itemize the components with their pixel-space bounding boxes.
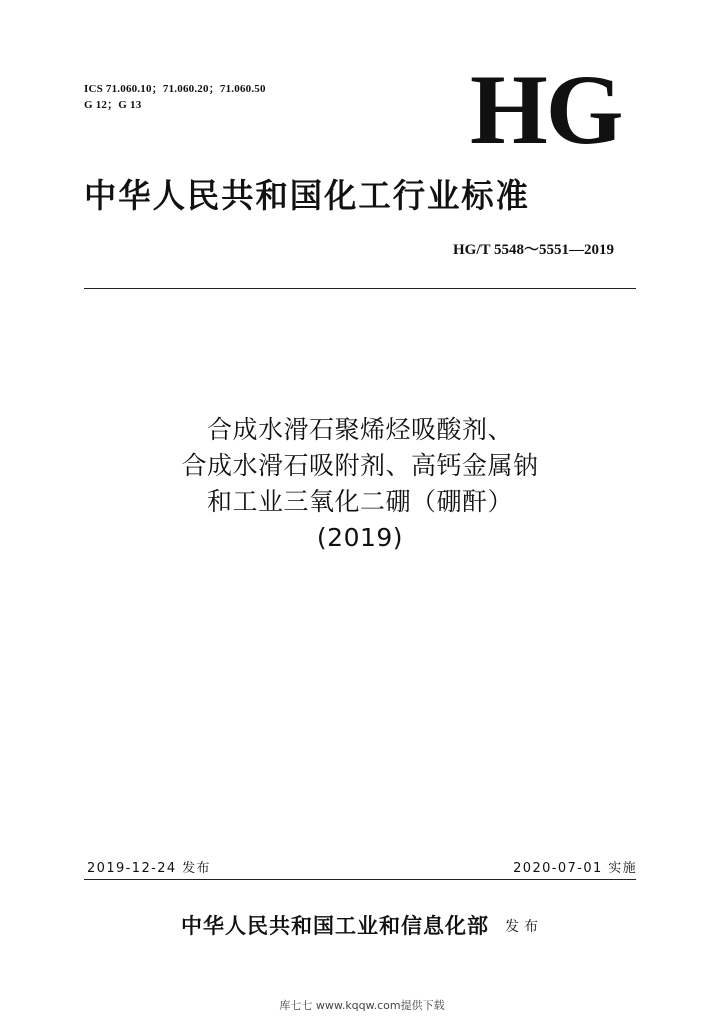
download-source-footer: 库七七 www.kqqw.com提供下载 xyxy=(279,999,445,1012)
document-title xyxy=(84,412,636,556)
hg-logo: HG xyxy=(470,54,622,165)
title-line-4: (2019) xyxy=(316,523,404,552)
standard-number: HG/T 5548～5551—2019 xyxy=(453,242,614,258)
issuer-action: 发布 xyxy=(505,919,543,935)
title-line-3: 和工业三氧化二硼（硼酐） xyxy=(206,487,513,516)
issuer-line xyxy=(0,910,724,940)
ccs-code: G 12；G 13 xyxy=(84,99,142,111)
title-line-1: 合成水滑石聚烯烃吸酸剂、 xyxy=(206,415,513,444)
release-date: 2019-12-24 发布 xyxy=(87,861,211,876)
standard-category-title: 中华人民共和国化工行业标准 xyxy=(84,176,530,215)
issuer-name: 中华人民共和国工业和信息化部 xyxy=(181,913,489,938)
implementation-date: 2020-07-01 实施 xyxy=(513,861,637,876)
footer-divider xyxy=(84,879,636,880)
header-divider xyxy=(84,288,636,289)
title-line-2: 合成水滑石吸附剂、高钙金属钠 xyxy=(181,451,539,480)
ics-code: ICS 71.060.10；71.060.20；71.060.50 xyxy=(84,83,266,95)
